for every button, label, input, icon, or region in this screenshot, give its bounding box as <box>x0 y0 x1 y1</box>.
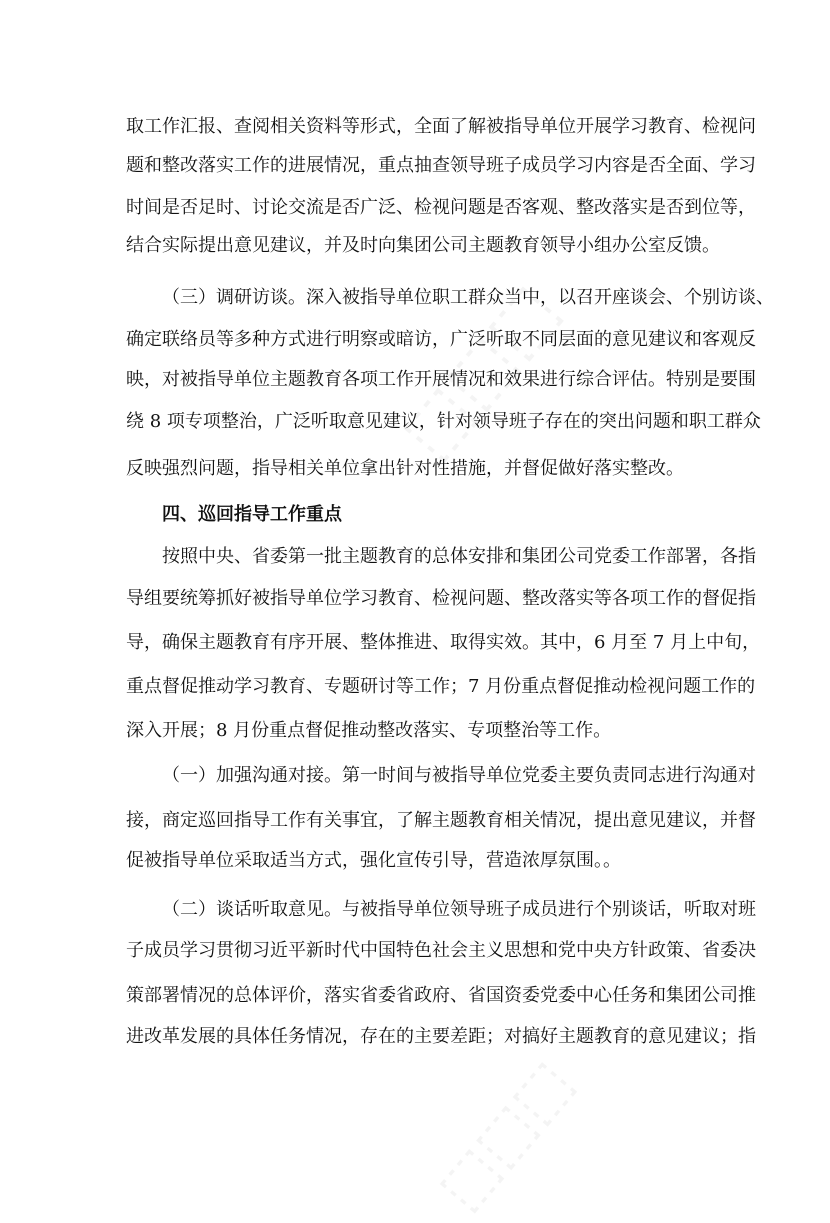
paragraph-line: 深入开展；8 月份重点督促推动整改落实、专项整治等工作。 <box>126 720 612 741</box>
paragraph-line: 取工作汇报、查阅相关资料等形式，全面了解被指导单位开展学习教育、检视问 <box>126 116 756 137</box>
paragraph-line: 导组要统筹抓好被指导单位学习教育、检视问题、整改落实等各项工作的督促指 <box>126 588 756 609</box>
paragraph-line: （三）调研访谈。深入被指导单位职工群众当中，以召开座谈会、个别访谈、 <box>162 287 774 308</box>
paragraph-line: 绕 8 项专项整治，广泛听取意见建议，针对领导班子存在的突出问题和职工群众 <box>126 411 761 432</box>
paragraph-line: 映，对被指导单位主题教育各项工作开展情况和效果进行综合评估。特别是要围 <box>126 369 756 390</box>
paragraph-line: （一）加强沟通对接。第一时间与被指导单位党委主要负责同志进行沟通对 <box>162 765 756 786</box>
paragraph-line: 时间是否足时、讨论交流是否广泛、检视问题是否客观、整改落实是否到位等， <box>126 197 756 218</box>
paragraph-line: 策部署情况的总体评价，落实省委省政府、省国资委党委中心任务和集团公司推 <box>126 985 756 1006</box>
paragraph-line: 接，商定巡回指导工作有关事宜，了解主题教育相关情况，提出意见建议，并督 <box>126 810 756 831</box>
paragraph-line: （二）谈话听取意见。与被指导单位领导班子成员进行个别谈话，听取对班 <box>162 899 756 920</box>
section-heading: 四、巡回指导工作重点 <box>162 504 342 525</box>
paragraph-line: 题和整改落实工作的进展情况，重点抽查领导班子成员学习内容是否全面、学习 <box>126 155 756 176</box>
paragraph-line: 促被指导单位采取适当方式，强化宣传引导，营造浓厚氛围。。 <box>126 850 621 871</box>
paragraph-line: 子成员学习贯彻习近平新时代中国特色社会主义思想和党中央方针政策、省委决 <box>126 940 756 961</box>
paragraph-line: 导，确保主题教育有序开展、整体推进、取得实效。其中，6 月至 7 月上中旬， <box>126 632 761 653</box>
paragraph-line: 反映强烈问题，指导相关单位拿出针对性措施，并督促做好落实整改。 <box>126 458 684 479</box>
paragraph-line: 进改革发展的具体任务情况，存在的主要差距；对搞好主题教育的意见建议；指 <box>126 1026 756 1047</box>
watermark-logo <box>424 1047 587 1222</box>
paragraph-line: 确定联络员等多种方式进行明察或暗访，广泛听取不同层面的意见建议和客观反 <box>126 329 756 350</box>
paragraph-line: 重点督促推动学习教育、专题研讨等工作；7 月份重点督促推动检视问题工作的 <box>126 676 756 697</box>
paragraph-line: 结合实际提出意见建议，并及时向集团公司主题教育领导小组办公室反馈。 <box>126 235 720 256</box>
paragraph-line: 按照中央、省委第一批主题教育的总体安排和集团公司党委工作部署，各指 <box>162 546 756 567</box>
